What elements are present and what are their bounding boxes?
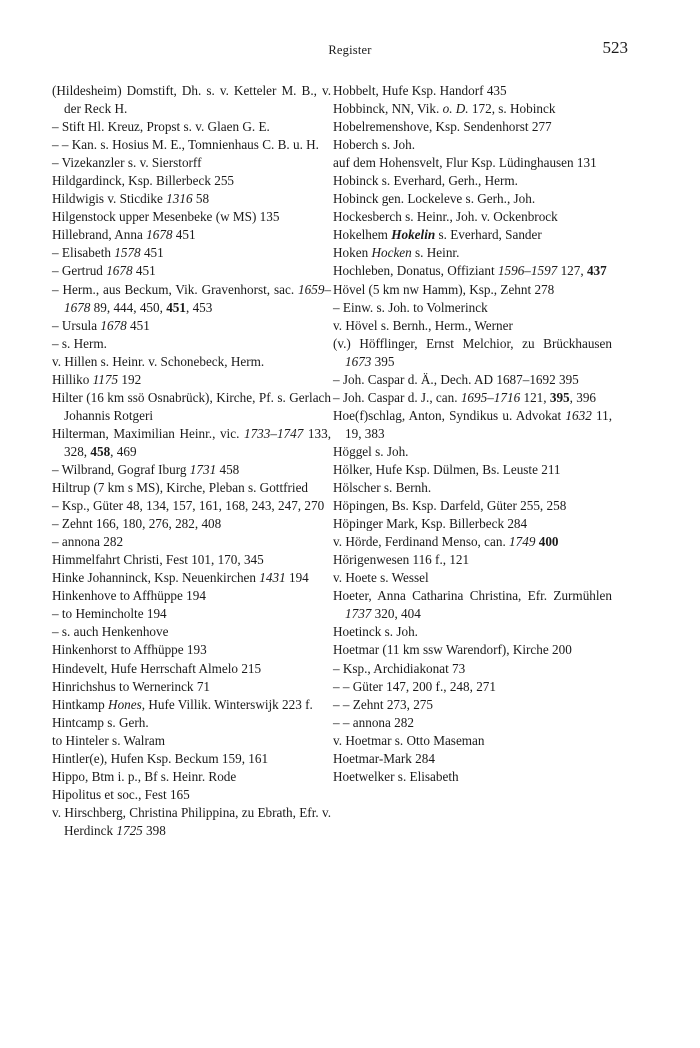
- index-entry: [333, 244, 612, 262]
- index-entry: [333, 226, 612, 244]
- entry-text: 451: [132, 263, 156, 279]
- entry-text: 451: [140, 245, 164, 261]
- entry-text: 1678: [100, 317, 127, 333]
- entry-text: Hillebrand, Anna: [52, 227, 147, 243]
- index-entry: [52, 804, 331, 840]
- entry-text: – Joh. Caspar d. J., can.: [333, 389, 461, 405]
- entry-text: – Vizekanzler s. v. Sierstorff: [52, 155, 202, 171]
- entry-text: Hölscher s. Bernh.: [333, 480, 432, 496]
- entry-text: Hipolitus et soc., Fest 165: [52, 786, 190, 802]
- entry-text: 194: [285, 570, 309, 586]
- index-entry: [52, 353, 331, 371]
- entry-text: 1596–1597: [497, 263, 558, 279]
- index-entry: [52, 750, 331, 768]
- index-entry: [333, 335, 612, 371]
- index-entry: [52, 425, 331, 461]
- entry-text: – – Kan. s. Hosius M. E., Tomnienhaus C. B. u. H.: [52, 137, 319, 153]
- index-entry: [333, 678, 612, 696]
- entry-text: v. Hörde, Ferdinand Menso, can.: [333, 534, 510, 550]
- entry-text: Hobinck gen. Lockeleve s. Gerh., Joh.: [333, 191, 536, 207]
- entry-text: – – annona 282: [333, 714, 414, 730]
- entry-text: , 453: [185, 299, 213, 315]
- entry-text: 192: [118, 371, 142, 387]
- index-entry: [333, 623, 612, 641]
- entry-text: s. Heinr.: [411, 245, 460, 261]
- index-entry: [52, 371, 331, 389]
- entry-text: – annona 282: [52, 534, 124, 550]
- entry-text: 437: [586, 263, 607, 279]
- index-entry: [52, 732, 331, 750]
- entry-text: o. D.: [442, 101, 469, 117]
- entry-text: v. Hirschberg, Christina Philippina, zu Ebrath, Efr. v. Herdinck: [52, 804, 331, 838]
- entry-text: Hobbinck, NN, Vik.: [333, 101, 443, 117]
- entry-text: 121,: [520, 389, 550, 405]
- entry-text: – Elisabeth: [52, 245, 115, 261]
- index-entry: [333, 118, 612, 136]
- index-entry: [333, 154, 612, 172]
- page-number: 523: [602, 38, 628, 57]
- running-title: Register: [328, 43, 372, 57]
- index-entry: [333, 714, 612, 732]
- entry-text: Hinke Johanninck, Ksp. Neuenkirchen: [52, 570, 260, 586]
- entry-text: Hörigenwesen 116 f., 121: [333, 552, 470, 568]
- entry-text: 1695–1716: [460, 389, 521, 405]
- index-entry: [333, 461, 612, 479]
- entry-text: 1632: [565, 407, 592, 423]
- index-entry: [333, 443, 612, 461]
- entry-text: 1316: [166, 191, 193, 207]
- entry-text: – Zehnt 166, 180, 276, 282, 408: [52, 516, 222, 532]
- index-entry: [333, 479, 612, 497]
- index-entry: [52, 786, 331, 804]
- index-entry: [52, 389, 331, 425]
- entry-text: Hintler(e), Hufen Ksp. Beckum 159, 161: [52, 750, 269, 766]
- entry-text: v. Hövel s. Bernh., Herm., Werner: [333, 317, 513, 333]
- index-entry: [52, 696, 331, 714]
- entry-text: – Ksp., Archidiakonat 73: [333, 660, 466, 676]
- entry-text: Hobelremenshove, Ksp. Sendenhorst 277: [333, 119, 552, 135]
- index-entry: [333, 317, 612, 335]
- entry-text: Hilter (16 km ssö Osnabrück), Kirche, Pf. s. Gerlach Johannis Rotgeri: [52, 389, 331, 423]
- entry-text: Hoeter, Anna Catharina Christina, Efr. Zurmühlen: [333, 588, 612, 604]
- index-entry: [52, 461, 331, 479]
- entry-text: – to Hemincholte 194: [52, 606, 167, 622]
- index-entry: [333, 750, 612, 768]
- entry-text: s. Everhard, Sander: [435, 227, 542, 243]
- index-entry: [52, 533, 331, 551]
- entry-text: 1673: [345, 353, 372, 369]
- entry-text: Höpingen, Bs. Ksp. Darfeld, Güter 255, 258: [333, 498, 567, 514]
- entry-text: (Hildesheim) Domstift, Dh. s. v. Ketteler M. B., v. der Reck H.: [52, 83, 331, 117]
- entry-text: – Stift Hl. Kreuz, Propst s. v. Glaen G. E.: [52, 119, 270, 135]
- index-entry: [52, 335, 331, 353]
- index-entry: [52, 208, 331, 226]
- index-entry: [333, 281, 612, 299]
- entry-text: Höggel s. Joh.: [333, 443, 409, 459]
- entry-text: Hinkenhorst to Affhüppe 193: [52, 642, 207, 658]
- index-entry: [52, 172, 331, 190]
- entry-text: 172, s. Hobinck: [468, 101, 556, 117]
- entry-text: 133, 328,: [64, 425, 331, 459]
- entry-text: – Joh. Caspar d. Ä., Dech. AD 1687–1692 395: [333, 371, 579, 387]
- index-entry: [333, 515, 612, 533]
- index-entry: [333, 208, 612, 226]
- entry-text: Hockesberch s. Heinr., Joh. v. Ockenbrock: [333, 209, 558, 225]
- entry-text: 395: [549, 389, 570, 405]
- entry-text: – – Güter 147, 200 f., 248, 271: [333, 678, 496, 694]
- entry-text: 1725: [116, 822, 143, 838]
- entry-text: – Gertrud: [52, 263, 107, 279]
- entry-text: Hocken: [371, 245, 412, 261]
- entry-text: – s. Herm.: [52, 335, 107, 351]
- entry-text: Hoe(f)schlag, Anton, Syndikus u. Advokat: [333, 407, 566, 423]
- entry-text: 451: [166, 299, 186, 315]
- index-entry: [333, 641, 612, 659]
- entry-text: Hintkamp: [52, 696, 109, 712]
- entry-text: , Hufe Villik. Winterswijk 223 f.: [141, 696, 313, 712]
- entry-text: 1731: [189, 461, 217, 477]
- entry-text: Hinrichshus to Wernerinck 71: [52, 678, 211, 694]
- entry-text: 1737: [345, 606, 372, 622]
- entry-text: 89, 444, 450,: [90, 299, 167, 315]
- entry-text: 451: [126, 317, 150, 333]
- entry-text: 127,: [557, 263, 587, 279]
- index-entry: [52, 768, 331, 786]
- entry-text: v. Hoete s. Wessel: [333, 570, 429, 586]
- entry-text: 1175: [92, 371, 119, 387]
- entry-text: Hobbelt, Hufe Ksp. Handorf 435: [333, 83, 507, 98]
- entry-text: 1749: [509, 534, 536, 550]
- entry-text: Hokelhem: [333, 227, 392, 243]
- index-entry: [333, 172, 612, 190]
- entry-text: 320, 404: [371, 606, 421, 622]
- index-entry: [333, 389, 612, 407]
- index-entry: [52, 317, 331, 335]
- index-entry: [333, 82, 612, 100]
- entry-text: Hilterman, Maximilian Heinr., vic.: [52, 425, 244, 441]
- index-entry: [52, 515, 331, 533]
- entry-text: v. Hoetmar s. Otto Maseman: [333, 732, 485, 748]
- index-entry: [52, 587, 331, 605]
- index-entry: [52, 479, 331, 497]
- index-entry: [333, 100, 612, 118]
- entry-text: Himmelfahrt Christi, Fest 101, 170, 345: [52, 552, 264, 568]
- entry-text: – – Zehnt 273, 275: [333, 696, 433, 712]
- entry-text: Hobinck s. Everhard, Gerh., Herm.: [333, 173, 518, 189]
- entry-text: Hoken: [333, 245, 372, 261]
- entry-text: Hoetmar (11 km ssw Warendorf), Kirche 200: [333, 642, 572, 658]
- index-entry: [52, 623, 331, 641]
- entry-text: Hokelin: [391, 227, 436, 243]
- right-column: [333, 82, 612, 786]
- index-entry: [52, 569, 331, 587]
- entry-text: Hindevelt, Hufe Herrschaft Almelo 215: [52, 660, 262, 676]
- entry-text: 1659–1678: [64, 281, 331, 315]
- entry-text: , 469: [110, 443, 137, 459]
- index-entry: [333, 190, 612, 208]
- entry-text: 1678: [146, 227, 173, 243]
- index-entry: [333, 696, 612, 714]
- index-entry: [52, 82, 331, 118]
- entry-text: 1678: [106, 263, 133, 279]
- index-entry: [52, 281, 331, 317]
- entry-text: Hildgardinck, Ksp. Billerbeck 255: [52, 173, 235, 189]
- entry-text: Hövel (5 km nw Hamm), Ksp., Zehnt 278: [333, 281, 555, 297]
- entry-text: to Hinteler s. Walram: [52, 732, 165, 748]
- entry-text: auf dem Hohensvelt, Flur Ksp. Lüdinghausen 131: [333, 155, 597, 171]
- entry-text: Hones: [108, 696, 142, 712]
- entry-text: Hildwigis v. Sticdike: [52, 191, 167, 207]
- index-entry: [333, 533, 612, 551]
- entry-text: 458: [216, 461, 240, 477]
- index-entry: [52, 551, 331, 569]
- entry-text: Hoberch s. Joh.: [333, 137, 416, 153]
- entry-text: v. Hillen s. Heinr. v. Schonebeck, Herm.: [52, 353, 265, 369]
- entry-text: 458: [90, 443, 111, 459]
- entry-text: – s. auch Henkenhove: [52, 624, 169, 640]
- entry-text: Hölker, Hufe Ksp. Dülmen, Bs. Leuste 211: [333, 461, 561, 477]
- entry-text: – Ursula: [52, 317, 101, 333]
- index-entry: [52, 660, 331, 678]
- entry-text: 58: [192, 191, 210, 207]
- index-entry: [333, 569, 612, 587]
- entry-text: 400: [538, 534, 559, 550]
- index-entry: [52, 226, 331, 244]
- index-entry: [52, 154, 331, 172]
- entry-text: – Ksp., Güter 48, 134, 157, 161, 168, 243, 247, 270: [52, 498, 325, 514]
- index-entry: [52, 497, 331, 515]
- entry-text: Hilgenstock upper Mesenbeke (w MS) 135: [52, 209, 280, 225]
- entry-text: Hoetwelker s. Elisabeth: [333, 768, 459, 784]
- left-column: [52, 82, 331, 840]
- entry-text: Hoetinck s. Joh.: [333, 624, 418, 640]
- index-entry: [52, 605, 331, 623]
- entry-text: , 396: [569, 389, 596, 405]
- index-entry: [333, 551, 612, 569]
- entry-text: 1431: [259, 570, 286, 586]
- index-entry: [333, 660, 612, 678]
- page-header: [0, 38, 700, 62]
- entry-text: 398: [142, 822, 166, 838]
- entry-text: Hiltrup (7 km s MS), Kirche, Pleban s. Gottfried: [52, 480, 309, 496]
- index-entry: [333, 371, 612, 389]
- index-entry: [52, 118, 331, 136]
- entry-text: Hippo, Btm i. p., Bf s. Heinr. Rode: [52, 768, 237, 784]
- entry-text: 1578: [114, 245, 141, 261]
- index-entry: [333, 407, 612, 443]
- index-entry: [333, 497, 612, 515]
- entry-text: 1733–1747: [243, 425, 304, 441]
- entry-text: 451: [172, 227, 196, 243]
- entry-text: Hinkenhove to Affhüppe 194: [52, 588, 206, 604]
- entry-text: – Herm., aus Beckum, Vik. Gravenhorst, sac.: [52, 281, 299, 297]
- entry-text: 11, 19, 383: [345, 407, 612, 441]
- index-entry: [333, 136, 612, 154]
- index-entry: [333, 768, 612, 786]
- index-entry: [333, 299, 612, 317]
- index-entry: [333, 262, 612, 280]
- entry-text: (v.) Höfflinger, Ernst Melchior, zu Brückhausen: [333, 335, 612, 351]
- index-entry: [52, 641, 331, 659]
- index-entry: [333, 587, 612, 623]
- entry-text: Hochleben, Donatus, Offiziant: [333, 263, 498, 279]
- index-entry: [52, 714, 331, 732]
- index-entry: [52, 244, 331, 262]
- entry-text: Hintcamp s. Gerh.: [52, 714, 149, 730]
- entry-text: 395: [371, 353, 395, 369]
- entry-text: – Wilbrand, Gograf Iburg: [52, 461, 190, 477]
- entry-text: Höpinger Mark, Ksp. Billerbeck 284: [333, 516, 528, 532]
- index-entry: [333, 732, 612, 750]
- entry-text: – Einw. s. Joh. to Volmerinck: [333, 299, 488, 315]
- entry-text: Hoetmar-Mark 284: [333, 750, 435, 766]
- index-entry: [52, 678, 331, 696]
- index-entry: [52, 136, 331, 154]
- index-entry: [52, 190, 331, 208]
- index-entry: [52, 262, 331, 280]
- entry-text: Hilliko: [52, 371, 93, 387]
